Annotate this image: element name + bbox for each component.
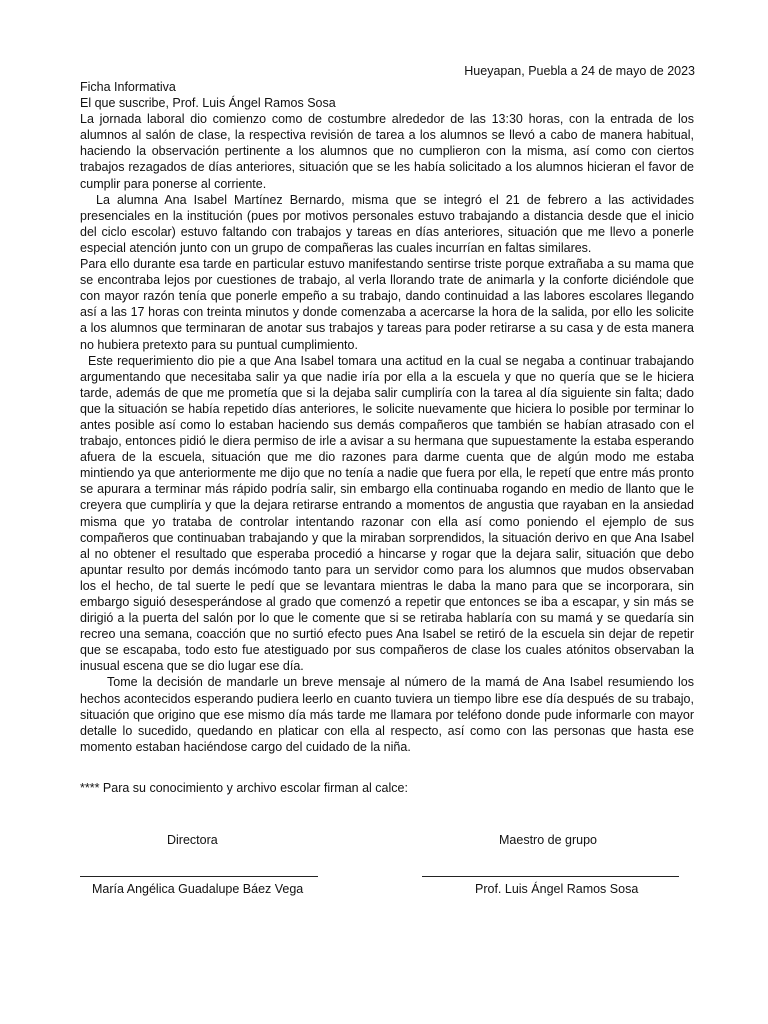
subscriber-line: El que suscribe, Prof. Luis Ángel Ramos Sosa [80, 96, 336, 111]
document-type: Ficha Informativa [80, 80, 176, 94]
paragraph-3: Para ello durante esa tarde en particular estuvo manifestando sentirse triste porque extrañaba a su mama que se encontraba lejos por cuestiones de trabajo, al verla llorando trate de animarla y la conforte diciéndole que con mayor razón tenía que ponerle empeño a su trabajo, dando continuidad a las labores escolares llegando así a las 17 horas con treinta minutos y donde comenzaba a acercarse la hora de la salida, por ello les solicite a los alumnos que terminaran de anotar sus trabajos y tareas para poder retirarse a su casa y de esta manera no hubiera pretexto para su puntual cumplimiento. [80, 257, 694, 352]
paragraph-4: Este requerimiento dio pie a que Ana Isabel tomara una actitud en la cual se negaba a continuar trabajando argumentando que necesitaba salir ya que nadie iría por ella a la escuela y que no quería que se le hiciera tarde, además de que me prometía que si la dejaba salir cumpliría con la tarea al día siguiente sin falta; dado que la situación se había repetido días anteriores, le solicite nuevamente que hiciera lo posible por terminar lo antes posible así como lo estaban haciendo sus demás compañeros que también se habían atrasado con el trabajo, entonces pidió le diera permiso de irle a avisar a su hermana que supuestamente la estaba esperando afuera de la escuela, situación que me dio razones para darme cuenta que de algún modo me estaba mintiendo ya que anteriormente me dijo que no tenía a nadie que fuera por ella, le repetí que entre más pronto se apurara a terminar más rápido podría salir, sin embargo ella continuaba rogando en medio de llanto que le creyera que cumpliría y que la dejara retirarse entrando a momentos de angustia que rayaban en la ansiedad misma que yo trataba de controlar intentando razonar con ella así como poniendo el ejemplo de sus compañeros que continuaban trabajando y que la miraban sorprendidos, la situación derivo en que Ana Isabel al no obtener el resultado que esperaba procedió a hincarse y rogar que la dejara salir, situación que debo apuntar resulto por demás incómodo tanto para un servidor como para los alumnos que mudos observaban los el hecho, de tal suerte le pedí que se levantara mientras le daba la mano para que se incorporara, sin embargo siguió desesperándose al grado que comenzó a repetir que entonces se iba a escapar, y sin más se dirigió a la puerta del salón por lo que le comente que si se retiraba hablaría con su mamá y se quedaría sin recreo una semana, coacción que no surtió efecto pues Ana Isabel se retiró de la escuela sin dejar de repetir que se escapaba, todo esto fue atestiguado por sus compañeros de clase los cuales atónitos observaban la inusual escena que se dio lugar ese día. [80, 353, 694, 674]
paragraph-1: La jornada laboral dio comienzo como de costumbre alrededor de las 13:30 horas, con la entrada de los alumnos al salón de clase, la respectiva revisión de tarea a los alumnos se llevó a cabo de manera habitual, haciendo la observación pertinente a los alumnos que no cumplieron con la misma, así como con ciertos trabajos rezagados de días anteriores, situación que se les había solicitado a los alumnos hicieran el favor de cumplir para ponerse al corriente. [80, 112, 694, 191]
document-body [80, 79, 694, 755]
closing-note: **** Para su conocimiento y archivo escolar firman al calce: [80, 781, 408, 795]
signature-line-right [422, 876, 679, 877]
signature-title-maestro: Maestro de grupo [499, 833, 597, 847]
paragraph-5: Tome la decisión de mandarle un breve mensaje al número de la mamá de Ana Isabel resumiendo los hechos acontecidos esperando pudiera leerlo en cuanto tuviera un tiempo libre ese día después de su trabajo, situación que origino que ese mismo día más tarde me llamara por teléfono donde pude informarle con mayor detalle lo sucedido, quedando en platicar con ella al respecto, así como con las personas que hasta ese momento estaban haciéndose cargo del cuidado de la niña. [80, 675, 694, 754]
signature-title-directora: Directora [167, 833, 218, 847]
signature-name-left: María Angélica Guadalupe Báez Vega [92, 882, 304, 896]
paragraph-2: La alumna Ana Isabel Martínez Bernardo, misma que se integró el 21 de febrero a las actividades presenciales en la institución (pues por motivos personales estuvo trabajando a distancia desde que el inicio del ciclo escolar) estuvo faltando con trabajos y tareas en días anteriores, situación que me llevo a ponerle especial atención junto con un grupo de compañeras las cuales incurrían en faltas similares. [80, 192, 694, 255]
signature-name-right: Prof. Luis Ángel Ramos Sosa [475, 882, 639, 896]
place-date: Hueyapan, Puebla a 24 de mayo de 2023 [464, 64, 695, 78]
signature-line-left [80, 876, 318, 877]
